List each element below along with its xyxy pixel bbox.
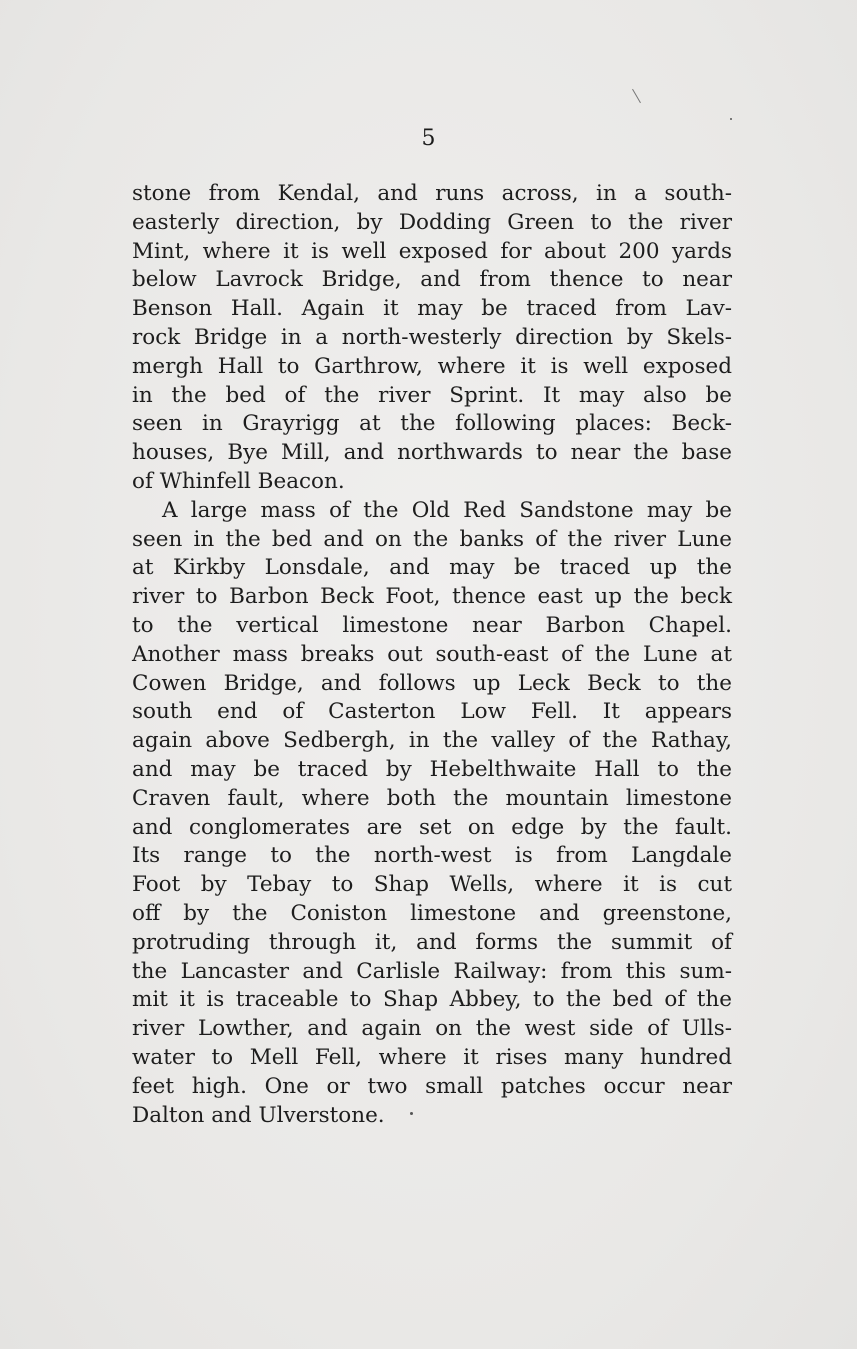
text-line: in the bed of the river Sprint. It may also be xyxy=(132,382,732,408)
text-line: houses, Bye Mill, and northwards to near the base xyxy=(132,440,732,466)
text-line: again above Sedbergh, in the valley of the Rathay, xyxy=(132,728,732,754)
text-line: river Lowther, and again on the west side of Ulls- xyxy=(132,1016,732,1042)
text-line: Mint, where it is well exposed for about 200 yards xyxy=(132,238,732,264)
text-line: A large mass of the Old Red Sandstone may be xyxy=(162,497,732,523)
text-line: below Lavrock Bridge, and from thence to near xyxy=(132,267,732,293)
text-line: off by the Coniston limestone and greenstone, xyxy=(132,900,732,926)
text-line: Another mass breaks out south-east of the Lune at xyxy=(132,641,732,667)
text-line: protruding through it, and forms the summit of xyxy=(132,929,732,955)
scan-speck xyxy=(730,118,732,120)
text-line: Benson Hall. Again it may be traced from Lav- xyxy=(132,296,732,322)
text-line: to the vertical limestone near Barbon Chapel. xyxy=(132,612,732,638)
text-line: and may be traced by Hebelthwaite Hall to the xyxy=(132,756,732,782)
text-line: seen in Grayrigg at the following places: Beck- xyxy=(132,411,732,437)
page-number: 5 xyxy=(421,126,436,151)
text-line: south end of Casterton Low Fell. It appears xyxy=(132,699,732,725)
text-line: rock Bridge in a north-westerly direction by Skels- xyxy=(132,324,732,350)
text-line: river to Barbon Beck Foot, thence east up the beck xyxy=(132,584,732,610)
scan-mark xyxy=(632,89,641,103)
text-line: stone from Kendal, and runs across, in a south- xyxy=(132,181,732,206)
text-line: water to Mell Fell, where it rises many hundred xyxy=(132,1044,732,1070)
text-line: of Whinfell Beacon. xyxy=(132,468,345,494)
text-line: easterly direction, by Dodding Green to the river xyxy=(132,209,732,235)
body-text xyxy=(132,180,732,1130)
text-line: at Kirkby Lonsdale, and may be traced up the xyxy=(132,555,732,581)
text-line: mergh Hall to Garthrow, where it is well exposed xyxy=(132,353,732,379)
text-line: and conglomerates are set on edge by the fault. xyxy=(132,814,732,840)
text-line: seen in the bed and on the banks of the river Lune xyxy=(132,526,732,552)
text-line: mit it is traceable to Shap Abbey, to the bed of the xyxy=(132,987,732,1013)
text-line: Cowen Bridge, and follows up Leck Beck to the xyxy=(132,670,732,696)
text-line: Dalton and Ulverstone. xyxy=(132,1102,385,1128)
text-line: feet high. One or two small patches occur near xyxy=(132,1073,732,1099)
text-line: the Lancaster and Carlisle Railway: from this sum- xyxy=(132,958,732,984)
text-line: Its range to the north-west is from Langdale xyxy=(132,843,732,869)
text-line: Foot by Tebay to Shap Wells, where it is cut xyxy=(132,872,732,898)
text-line: Craven fault, where both the mountain limestone xyxy=(132,785,732,811)
